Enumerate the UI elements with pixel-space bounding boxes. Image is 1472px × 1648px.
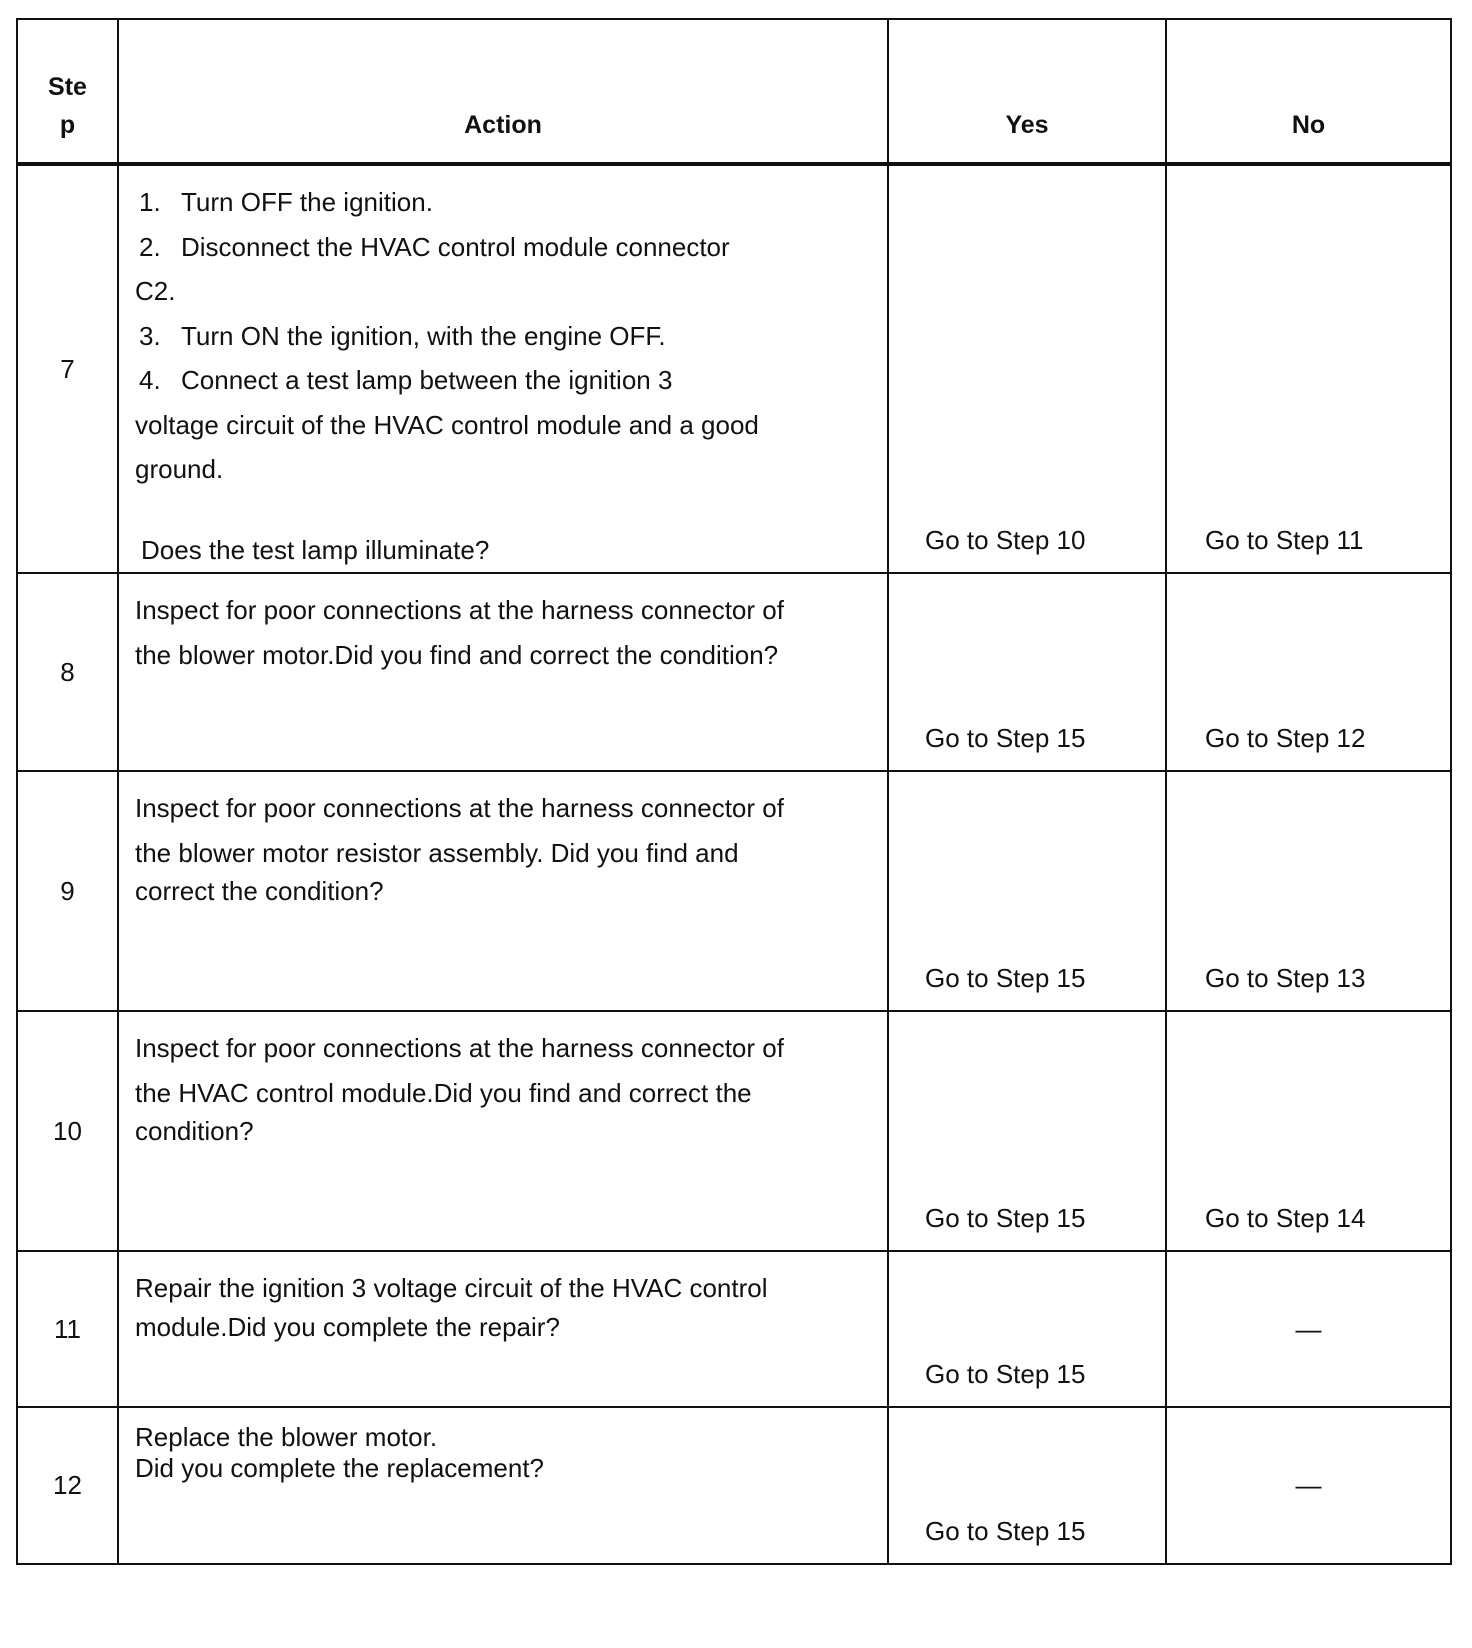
- no-cell: [1166, 1251, 1451, 1407]
- action-line: Inspect for poor connections at the harness connector of: [135, 595, 784, 625]
- yes-answer: Go to Step 15: [925, 1359, 1086, 1389]
- list-item: 1. Turn OFF the ignition.: [139, 187, 433, 217]
- yes-cell: [888, 1251, 1166, 1407]
- action-line: Repair the ignition 3 voltage circuit of the HVAC control: [135, 1273, 768, 1303]
- action-column-header: Action: [118, 19, 888, 164]
- list-item: ground.: [135, 454, 224, 484]
- no-cell: [1166, 771, 1451, 1011]
- action-cell: [118, 1011, 888, 1251]
- action-line: the blower motor.Did you find and correct the condition?: [135, 639, 779, 670]
- action-line: the HVAC control module.Did you find and correct the: [135, 1077, 752, 1108]
- no-cell: [1166, 164, 1451, 573]
- action-line: Inspect for poor connections at the harness connector of: [135, 793, 784, 823]
- step-number: 8: [17, 573, 118, 771]
- action-cell: [118, 573, 888, 771]
- yes-cell: [888, 1011, 1166, 1251]
- no-cell: [1166, 1011, 1451, 1251]
- no-answer: Go to Step 12: [1205, 723, 1366, 753]
- no-cell: [1166, 573, 1451, 771]
- table-row: [17, 1251, 1451, 1407]
- yes-cell: [888, 1407, 1166, 1564]
- no-answer: Go to Step 11: [1205, 525, 1364, 555]
- table-row: [17, 1011, 1451, 1251]
- yes-answer: Go to Step 15: [925, 1516, 1086, 1546]
- action-line: Replace the blower motor.: [135, 1422, 438, 1452]
- action-line: Inspect for poor connections at the harness connector of: [135, 1033, 784, 1063]
- step-number: 7: [17, 164, 118, 573]
- action-cell: [118, 1407, 888, 1564]
- list-item: voltage circuit of the HVAC control module and a good: [135, 409, 759, 440]
- action-line: Did you complete the replacement?: [135, 1453, 545, 1483]
- no-answer: —: [1295, 1313, 1322, 1344]
- action-cell: [118, 164, 888, 573]
- yes-answer: Go to Step 15: [925, 1203, 1086, 1233]
- table-row: [17, 1407, 1451, 1564]
- list-item: 3. Turn ON the ignition, with the engine OFF.: [139, 320, 666, 351]
- yes-answer: Go to Step 15: [925, 723, 1086, 753]
- no-answer: Go to Step 13: [1205, 963, 1366, 993]
- list-item: 2. Disconnect the HVAC control module connector: [139, 231, 730, 262]
- step-number: 11: [17, 1251, 118, 1407]
- yes-answer: Go to Step 10: [925, 525, 1086, 555]
- table-row: [17, 573, 1451, 771]
- no-answer: —: [1295, 1470, 1322, 1500]
- action-steps-list: [135, 180, 887, 492]
- list-item: C2.: [135, 276, 176, 306]
- table-row: [17, 771, 1451, 1011]
- action-cell: [118, 1251, 888, 1407]
- action-line: module.Did you complete the repair?: [135, 1311, 560, 1342]
- table-row: [17, 164, 1451, 573]
- no-answer: Go to Step 14: [1205, 1203, 1366, 1233]
- yes-column-header: Yes: [888, 19, 1166, 164]
- yes-cell: [888, 573, 1166, 771]
- yes-answer: Go to Step 15: [925, 963, 1086, 993]
- yes-cell: [888, 164, 1166, 573]
- step-number: 12: [17, 1407, 118, 1564]
- action-line: the blower motor resistor assembly. Did you find and: [135, 837, 739, 868]
- diagnostic-table: [16, 18, 1452, 1565]
- header-row: [17, 19, 1451, 164]
- action-question: Does the test lamp illuminate?: [141, 534, 490, 565]
- step-column-header: Step: [17, 19, 118, 164]
- no-cell: [1166, 1407, 1451, 1564]
- list-item: 4. Connect a test lamp between the ignition 3: [139, 365, 673, 395]
- step-number: 10: [17, 1011, 118, 1251]
- yes-cell: [888, 771, 1166, 1011]
- action-line: condition?: [135, 1116, 254, 1146]
- step-number: 9: [17, 771, 118, 1011]
- action-line: correct the condition?: [135, 876, 384, 906]
- action-cell: [118, 771, 888, 1011]
- no-column-header: No: [1166, 19, 1451, 164]
